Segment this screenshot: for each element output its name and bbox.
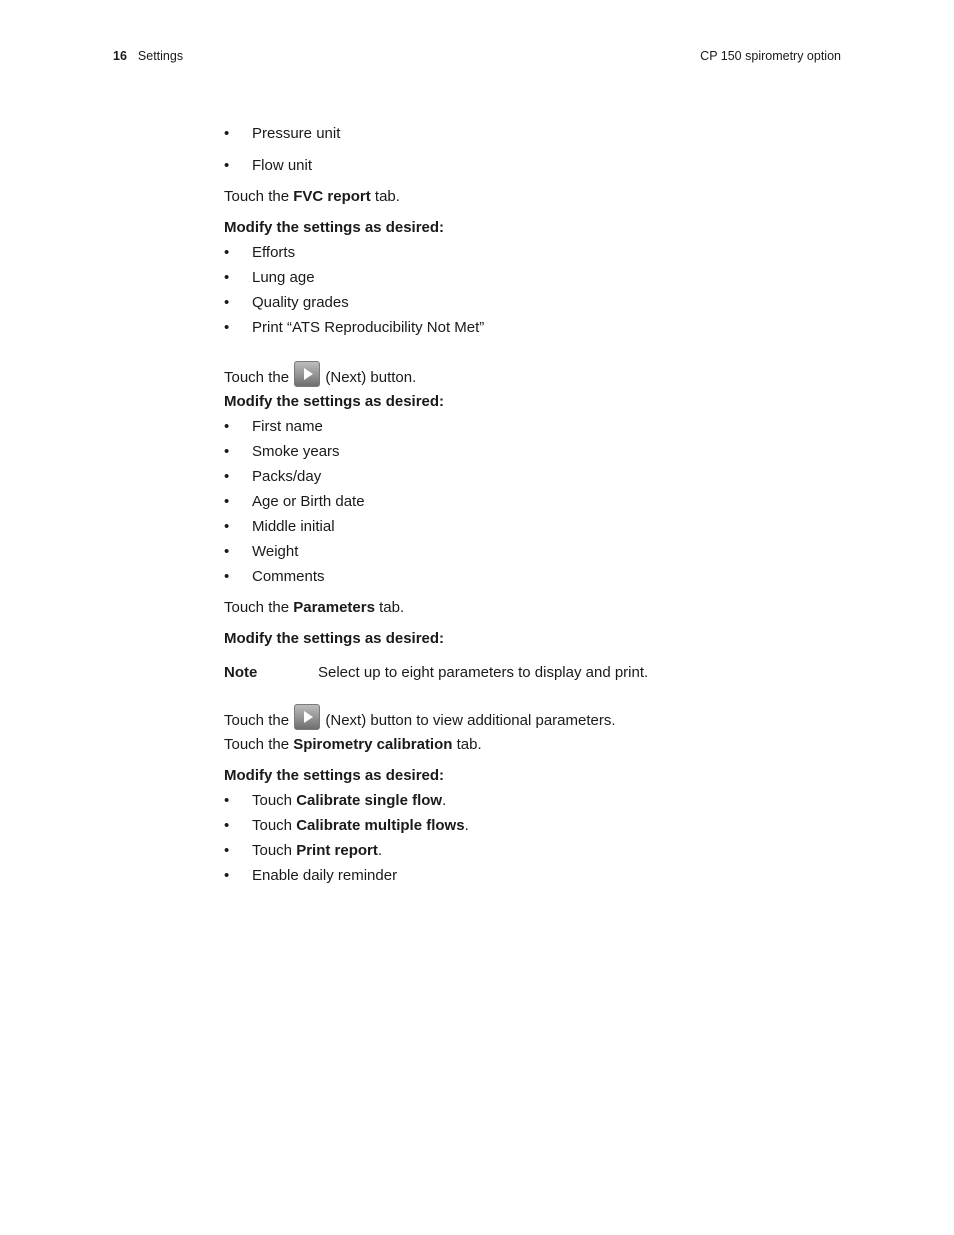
list-item: • Touch Print report.	[224, 842, 383, 859]
step-fvc-report: Touch the FVC report tab.	[224, 188, 400, 205]
modify-heading: Modify the settings as desired:	[224, 393, 445, 410]
modify-heading: Modify the settings as desired:	[224, 630, 445, 647]
list-item: • Efforts	[224, 244, 296, 261]
step-next-button: Touch the (Next) button.	[224, 361, 416, 388]
list-item: • Smoke years	[224, 443, 340, 460]
list-item: • Flow unit	[224, 157, 313, 174]
page-number: 16	[113, 49, 127, 63]
list-item: • Middle initial	[224, 518, 335, 535]
list-item: • Print “ATS Reproducibility Not Met”	[224, 319, 485, 336]
list-item: • First name	[224, 418, 323, 435]
note-text: Select up to eight parameters to display and print.	[318, 664, 649, 681]
list-item: • Weight	[224, 543, 299, 560]
step-spirometry-calibration: Touch the Spirometry calibration tab.	[224, 736, 482, 753]
section-title: Settings	[137, 49, 184, 63]
list-item: • Touch Calibrate single flow.	[224, 792, 447, 809]
list-item: • Pressure unit	[224, 125, 341, 142]
step-next-button-additional: Touch the (Next) button to view additional parameters.	[224, 704, 616, 731]
next-arrow-icon	[294, 704, 320, 730]
next-arrow-icon	[294, 361, 320, 387]
list-item: • Age or Birth date	[224, 493, 365, 510]
list-item: • Lung age	[224, 269, 315, 286]
step-parameters: Touch the Parameters tab.	[224, 599, 405, 616]
list-item: • Enable daily reminder	[224, 867, 398, 884]
list-item: • Packs/day	[224, 468, 322, 485]
document-title: CP 150 spirometry option	[700, 49, 841, 63]
list-item: • Comments	[224, 568, 325, 585]
list-item: • Quality grades	[224, 294, 349, 311]
modify-heading: Modify the settings as desired:	[224, 219, 445, 236]
page-header-left	[113, 49, 183, 63]
note-label: Note	[224, 664, 258, 681]
note	[224, 663, 648, 683]
modify-heading: Modify the settings as desired:	[224, 767, 445, 784]
list-item: • Touch Calibrate multiple flows.	[224, 817, 469, 834]
